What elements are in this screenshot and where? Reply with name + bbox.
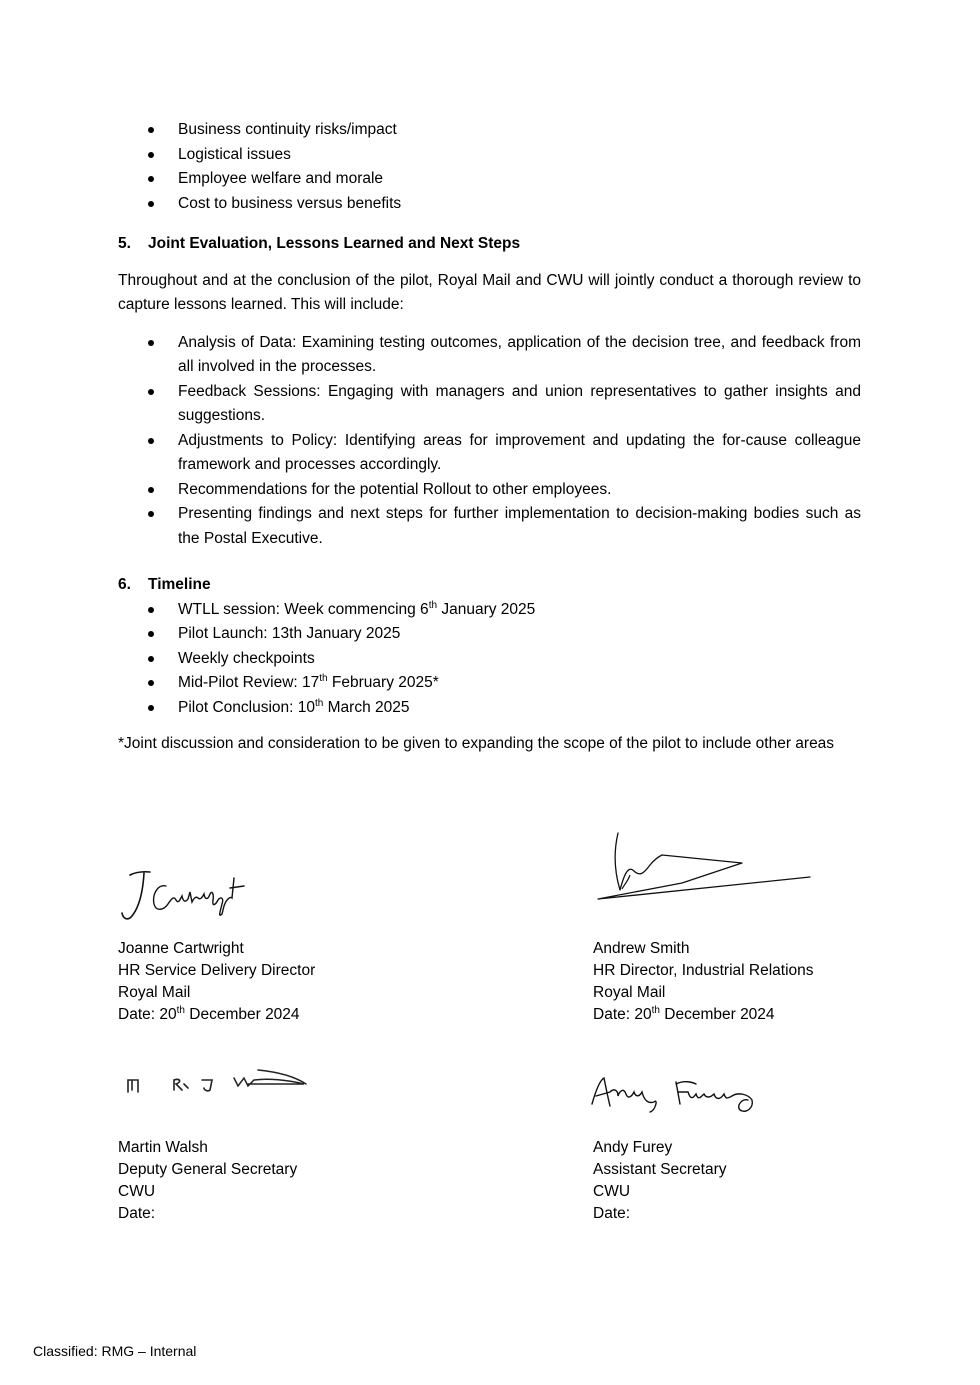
signatory-title: HR Director, Industrial Relations	[593, 962, 814, 979]
list-item: Employee welfare and morale	[118, 167, 861, 192]
list-item: Recommendations for the potential Rollout to other employees.	[118, 478, 861, 503]
classification-footer: Classified: RMG – Internal	[33, 1343, 197, 1359]
signatory-organisation: Royal Mail	[118, 984, 191, 1001]
timeline-item: Mid-Pilot Review: 17th February 2025*	[118, 671, 861, 696]
signatory-name: Joanne Cartwright	[118, 940, 244, 957]
signature-cartwright-image	[118, 866, 268, 926]
signatory-title: HR Service Delivery Director	[118, 962, 316, 979]
timeline-item: Pilot Launch: 13th January 2025	[118, 622, 861, 647]
section-5-bullet-list	[118, 331, 861, 552]
signatory-date: Date:	[118, 1205, 156, 1222]
signatory-furey	[593, 1137, 727, 1225]
list-item: Presenting findings and next steps for further implementation to decision-making bodies such as the Postal Executive.	[118, 502, 861, 551]
signatory-organisation: CWU	[593, 1183, 631, 1200]
section-title: Timeline	[148, 576, 211, 593]
list-item: Feedback Sessions: Engaging with managers and union representatives to gather insights and suggestions.	[118, 380, 861, 429]
signature-walsh-image	[118, 1056, 328, 1112]
section-5-heading	[118, 232, 861, 257]
section-title: Joint Evaluation, Lessons Learned and Next Steps	[148, 235, 521, 252]
section-6-heading	[118, 573, 861, 598]
list-item: Business continuity risks/impact	[118, 118, 861, 143]
signatory-name: Martin Walsh	[118, 1139, 208, 1156]
timeline-item: Pilot Conclusion: 10th March 2025	[118, 696, 861, 721]
document-body	[118, 118, 861, 757]
signatory-date: Date:	[593, 1205, 631, 1222]
signatory-organisation: CWU	[118, 1183, 156, 1200]
signatory-walsh	[118, 1137, 297, 1225]
signatory-cartwright	[118, 938, 315, 1026]
section-5-paragraph: Throughout and at the conclusion of the pilot, Royal Mail and CWU will jointly conduct a thorough review to capture lessons learned. This will include:	[118, 271, 861, 313]
signatory-date: Date: 20th December 2024	[118, 1005, 300, 1023]
timeline-note: *Joint discussion and consideration to be given to expanding the scope of the pilot to include other areas	[118, 735, 835, 752]
timeline-item: Weekly checkpoints	[118, 647, 861, 672]
signatory-smith	[593, 938, 814, 1026]
intro-bullet-list	[118, 118, 861, 216]
list-item: Analysis of Data: Examining testing outcomes, application of the decision tree, and feedback from all involved in the processes.	[118, 331, 861, 380]
section-number: 5.	[118, 235, 131, 252]
list-item: Logistical issues	[118, 143, 861, 168]
signatory-name: Andy Furey	[593, 1139, 673, 1156]
list-item: Cost to business versus benefits	[118, 192, 861, 217]
section-number: 6.	[118, 576, 131, 593]
signatory-title: Assistant Secretary	[593, 1161, 727, 1178]
signatory-name: Andrew Smith	[593, 940, 690, 957]
list-item: Adjustments to Policy: Identifying areas for improvement and updating the for-cause colleague framework and processes accordingly.	[118, 429, 861, 478]
timeline-item: WTLL session: Week commencing 6th January 2025	[118, 598, 861, 623]
signature-furey-image	[588, 1070, 763, 1122]
timeline-list	[118, 598, 861, 721]
signatory-date: Date: 20th December 2024	[593, 1005, 775, 1023]
signatory-organisation: Royal Mail	[593, 984, 666, 1001]
signature-smith-image	[590, 815, 820, 915]
signatory-title: Deputy General Secretary	[118, 1161, 298, 1178]
